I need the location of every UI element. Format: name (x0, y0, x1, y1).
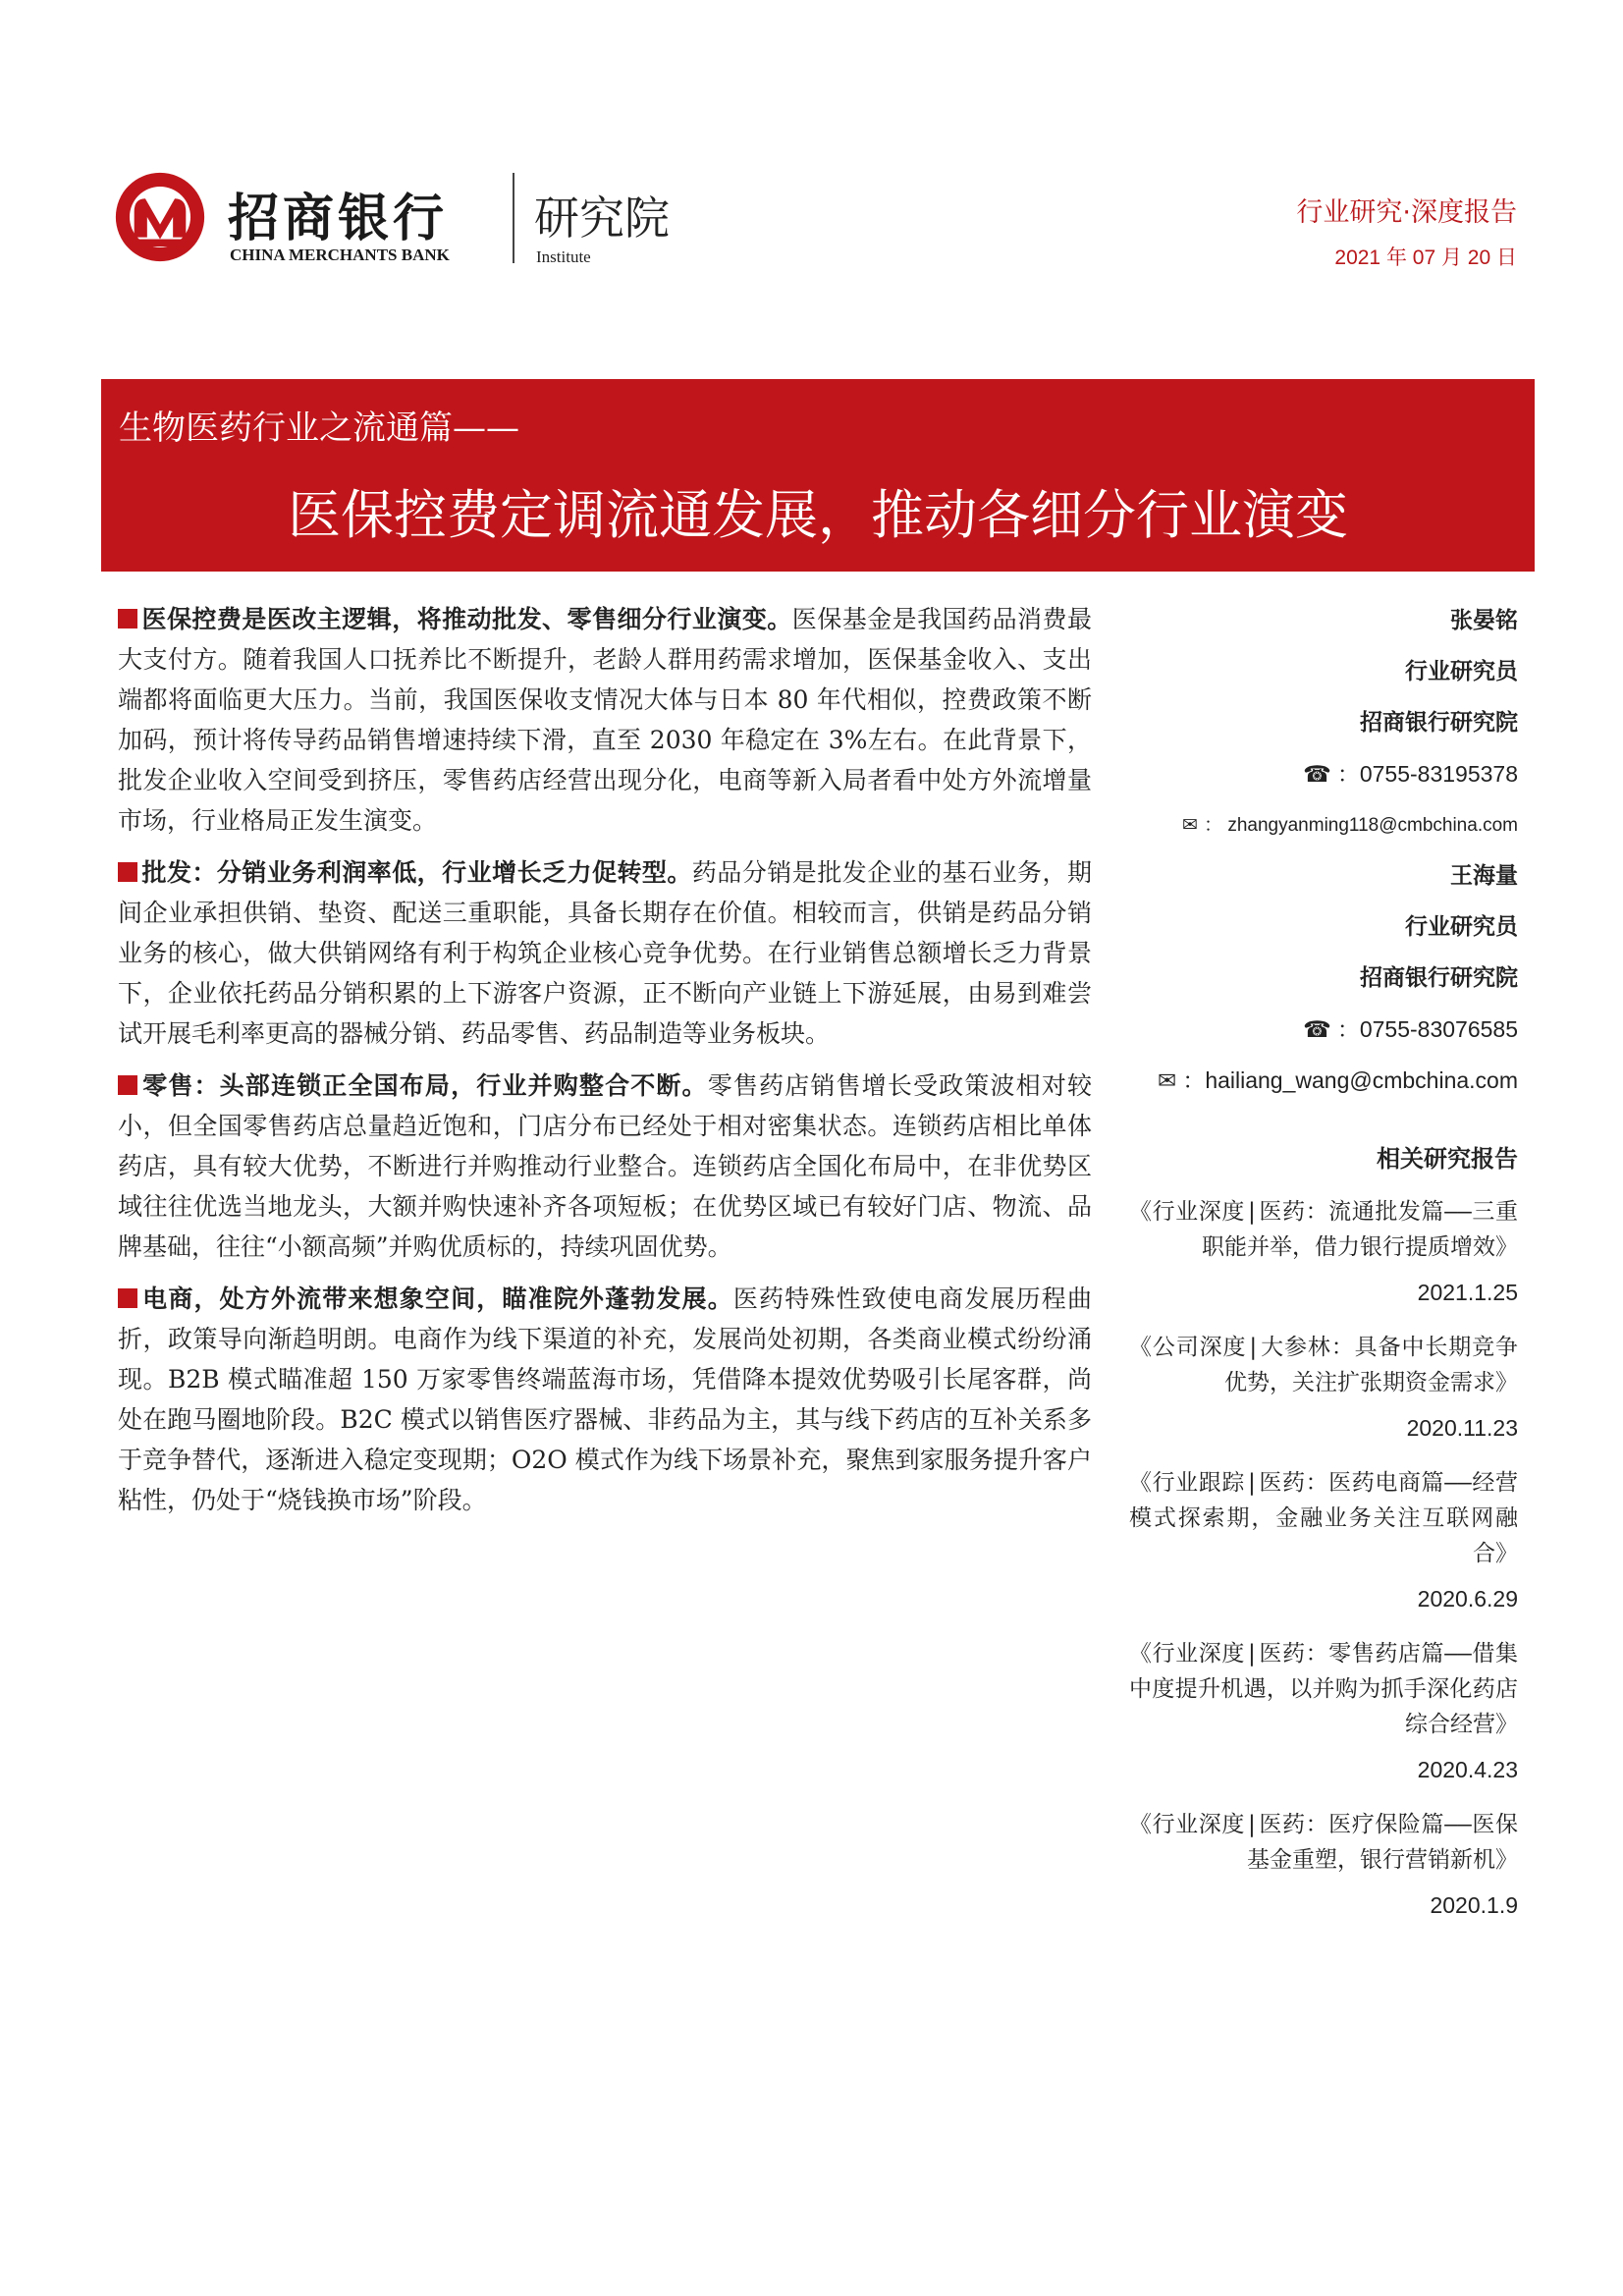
author-email (1129, 799, 1518, 850)
banner-subtitle: 生物医药行业之流通篇—— (119, 409, 519, 448)
red-square-bullet-icon (118, 1288, 137, 1308)
email-address[interactable]: ：hailiang_wang@cmbchina.com (1182, 1067, 1518, 1093)
paragraph-lead: 零售：头部连锁正全国布局，行业并购整合不断。 (141, 1071, 708, 1100)
related-report[interactable] (1129, 1322, 1518, 1446)
related-report-title: 《行业深度|医药：流通批发篇——三重职能并举，借力银行提质增效》 (1129, 1199, 1518, 1260)
report-date: 2021 年 07 月 20 日 (1334, 246, 1517, 269)
author-block (1129, 595, 1518, 850)
brand-name-cn: 招商银行 (228, 189, 449, 248)
related-report[interactable] (1129, 1186, 1518, 1310)
phone-icon: ☎ (1303, 762, 1331, 788)
summary-paragraph (118, 599, 1092, 841)
sidebar (1129, 595, 1518, 1935)
brand-divider (513, 173, 514, 263)
title-banner (101, 379, 1535, 572)
related-report-title: 《公司深度|大参林：具备中长期竞争优势，关注扩张期资金需求》 (1129, 1335, 1518, 1395)
author-email (1129, 1055, 1518, 1106)
related-report-title: 《行业深度|医药：零售药店篇——借集中度提升机遇，以并购为抓手深化药店综合经营》 (1129, 1641, 1518, 1737)
related-report-title: 《行业深度|医药：医疗保险篇——医保基金重塑，银行营销新机》 (1129, 1812, 1518, 1873)
report-type: 行业研究·深度报告 (1296, 197, 1517, 228)
brand-name-en: CHINA MERCHANTS BANK (230, 246, 450, 264)
related-report-title: 《行业跟踪|医药：医药电商篇——经营模式探索期，金融业务关注互联网融合》 (1129, 1470, 1518, 1566)
related-report-date: 2020.11.23 (1406, 1415, 1518, 1441)
phone-number: ：0755-83076585 (1336, 1016, 1518, 1042)
related-report-date: 2021.1.25 (1417, 1280, 1518, 1305)
mail-icon: ✉ (1182, 814, 1199, 836)
paragraph-text: 零售药店销售增长受政策波相对较小，但全国零售药店总量趋近饱和，门店分布已经处于相对密集状态。连锁药店相比单体药店，具有较大优势，不断进行并购推动行业整合。连锁药店全国化布局中，在非优势区域往往优选当地龙头，大额并购快速补齐各项短板；在优势区域已有较好门店、物流、品牌基础，往往“小额高频”并购优质标的，持续巩固优势。 (118, 1071, 1092, 1261)
summary-paragraph (118, 1279, 1092, 1520)
related-reports-heading: 相关研究报告 (1377, 1144, 1518, 1173)
summary-paragraph (118, 1066, 1092, 1267)
summary-paragraph (118, 852, 1092, 1054)
phone-number: ：0755-83195378 (1336, 761, 1518, 787)
paragraph-lead: 医保控费是医改主逻辑，将推动批发、零售细分行业演变。 (141, 605, 792, 633)
banner-title: 医保控费定调流通发展，推动各细分行业演变 (288, 484, 1348, 546)
related-report[interactable] (1129, 1457, 1518, 1616)
cmb-logo (114, 171, 206, 263)
red-square-bullet-icon (118, 609, 137, 629)
paragraph-lead: 批发：分销业务利润率低，行业增长乏力促转型。 (141, 858, 692, 887)
related-report-date: 2020.4.23 (1417, 1757, 1518, 1782)
related-report[interactable] (1129, 1799, 1518, 1923)
author-title: 行业研究员 (1405, 658, 1518, 684)
email-address[interactable]: ： zhangyanming118@cmbchina.com (1204, 815, 1518, 836)
author-org: 招商银行研究院 (1360, 709, 1518, 736)
author-block (1129, 850, 1518, 1106)
mail-icon: ✉ (1158, 1068, 1177, 1094)
related-report-date: 2020.1.9 (1430, 1892, 1518, 1918)
main-content (118, 599, 1092, 1532)
paragraph-text: 药品分销是批发企业的基石业务，期间企业承担供销、垫资、配送三重职能，具备长期存在价值。相较而言，供销是药品分销业务的核心，做大供销网络有利于构筑企业核心竞争优势。在行业销售总额增长乏力背景下，企业依托药品分销积累的上下游客户资源，正不断向产业链上下游延展，由易到难尝试开展毛利率更高的器械分销、药品零售、药品制造等业务板块。 (118, 858, 1092, 1048)
paragraph-text: 医药特殊性致使电商发展历程曲折，政策导向渐趋明朗。电商作为线下渠道的补充，发展尚处初期，各类商业模式纷纷涌现。B2B 模式瞄准超 150 万家零售终端蓝海市场，凭借降本提效优势吸引长尾客群，尚处在跑马圈地阶段。B2C 模式以销售医疗器械、非药品为主，其与线下药店的互补关系多于竞争替代，逐渐进入稳定变现期；O2O 模式作为线下场景补充，聚焦到家服务提升客户粘性，仍处于“烧钱换市场”阶段。 (118, 1285, 1092, 1514)
author-org: 招商银行研究院 (1360, 964, 1518, 991)
author-name: 王海量 (1450, 862, 1518, 889)
institute-name-en: Institute (536, 247, 591, 266)
author-phone (1129, 1004, 1518, 1055)
author-phone (1129, 748, 1518, 799)
related-report[interactable] (1129, 1628, 1518, 1787)
phone-icon: ☎ (1303, 1017, 1331, 1043)
red-square-bullet-icon (118, 1075, 137, 1095)
paragraph-lead: 电商，处方外流带来想象空间，瞄准院外蓬勃发展。 (141, 1285, 733, 1313)
institute-name-cn: 研究院 (534, 191, 670, 245)
author-title: 行业研究员 (1405, 913, 1518, 940)
red-square-bullet-icon (118, 862, 137, 882)
author-name: 张晏铭 (1450, 607, 1518, 633)
paragraph-text: 医保基金是我国药品消费最大支付方。随着我国人口抚养比不断提升，老龄人群用药需求增加，医保基金收入、支出端都将面临更大压力。当前，我国医保收支情况大体与日本 80 年代相似，控费政策不断加码，预计将传导药品销售增速持续下滑，直至 2030 年稳定在 3%左右。在此背景下，批发企业收入空间受到挤压，零售药店经营出现分化，电商等新入局者看中处方外流增量市场，行业格局正发生演变。 (118, 605, 1092, 835)
related-report-date: 2020.6.29 (1417, 1586, 1518, 1612)
